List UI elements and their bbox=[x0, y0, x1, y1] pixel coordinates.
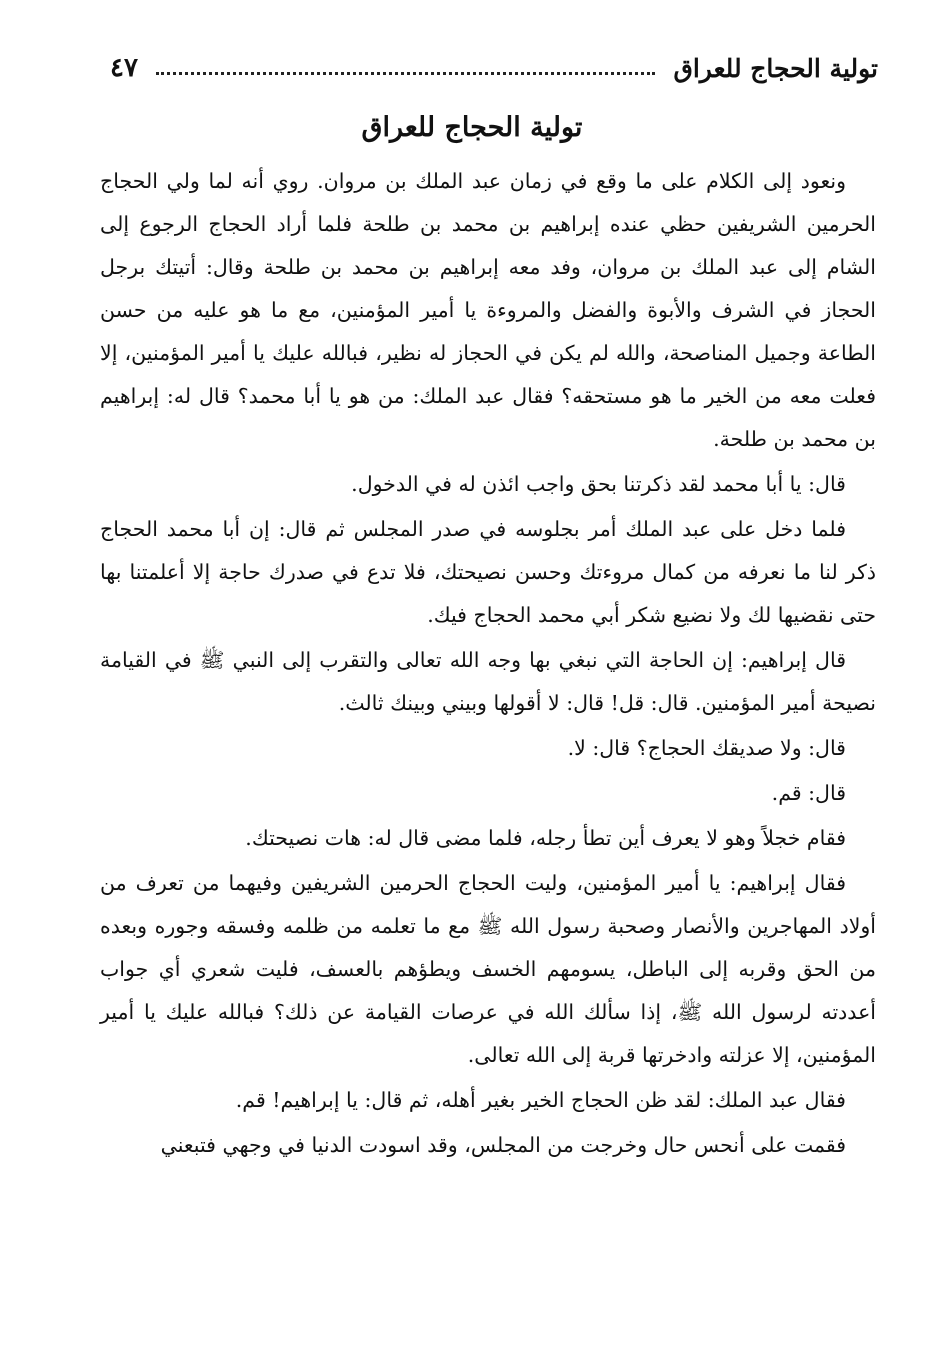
paragraph-5: قال: ولا صديقك الحجاج؟ قال: لا. bbox=[567, 736, 846, 760]
page-number: ٤٧ bbox=[110, 53, 138, 83]
running-header bbox=[110, 46, 878, 90]
paragraph-8: فقال إبراهيم: يا أمير المؤمنين، وليت الحجاج الحرمين الشريفين وفيهما من تعرف من أولاد المهاجرين والأنصار وصحبة رسول الله ﷺ مع ما تعلمه من ظلمه وفسقه وجوره وبعده من الحق وقربه إلى الباطل، يسومهم الخسف ويطؤهم بالعسف، فليت شعري أي جواب أعددته لرسول الله ﷺ، إذا سألك الله في عرصات القيامة عن ذلك؟ فبالله عليك يا أمير المؤمنين، إلا عزلته وادخرتها قربة إلى الله تعالى. bbox=[100, 871, 876, 1067]
paragraph-9: فقال عبد الملك: لقد ظن الحجاج الخير بغير أهله، ثم قال: يا إبراهيم! قم. bbox=[235, 1088, 846, 1112]
paragraph-7: فقام خجلاً وهو لا يعرف أين تطأ رجله، فلما مضى قال له: هات نصيحتك. bbox=[245, 826, 846, 850]
running-header-title: تولية الحجاج للعراق bbox=[673, 53, 878, 83]
paragraph-4: قال إبراهيم: إن الحاجة التي نبغي بها وجه الله تعالى والتقرب إلى النبي ﷺ في القيامة نصيحة أمير المؤمنين. قال: قل! قال: لا أقولها وبيني وبينك ثالث. bbox=[100, 648, 876, 715]
chapter-title: تولية الحجاج للعراق bbox=[361, 112, 583, 143]
paragraph-3: فلما دخل على عبد الملك أمر بجلوسه في صدر المجلس ثم قال: إن أبا محمد الحجاج ذكر لنا ما نعرفه من كمال مروءتك وحسن نصيحتك، فلا تدع في صدرك حاجة إلا أعلمتنا بها حتى نقضيها لك ولا نضيع شكر أبي محمد الحجاج فيك. bbox=[100, 517, 876, 627]
paragraph-6: قال: قم. bbox=[771, 781, 846, 805]
header-dotted-leader bbox=[156, 72, 656, 75]
paragraph-2: قال: يا أبا محمد لقد ذكرتنا بحق واجب ائذن له في الدخول. bbox=[351, 472, 846, 496]
paragraph-1: ونعود إلى الكلام على ما وقع في زمان عبد الملك بن مروان. روي أنه لما ولي الحجاج الحرمين الشريفين حظي عنده إبراهيم بن محمد بن طلحة فلما أراد الحجاج الرجوع إلى الشام إلى عبد الملك بن مروان، وفد معه إبراهيم بن محمد بن طلحة وقال: أتيتك برجل الحجاز في الشرف والأبوة والفضل والمروءة يا أمير المؤمنين، مع ما هو عليه من حسن الطاعة وجميل المناصحة، والله لم يكن في الحجاز له نظير، فبالله عليك يا أمير المؤمنين، إلا فعلت معه من الخير ما هو مستحقه؟ فقال عبد الملك: من هو يا أبا محمد؟ قال له: إبراهيم بن محمد بن طلحة. bbox=[100, 169, 876, 451]
body-text bbox=[100, 160, 876, 1167]
paragraph-10: فقمت على أنحس حال وخرجت من المجلس، وقد اسودت الدنيا في وجهي فتبعني bbox=[160, 1133, 846, 1157]
